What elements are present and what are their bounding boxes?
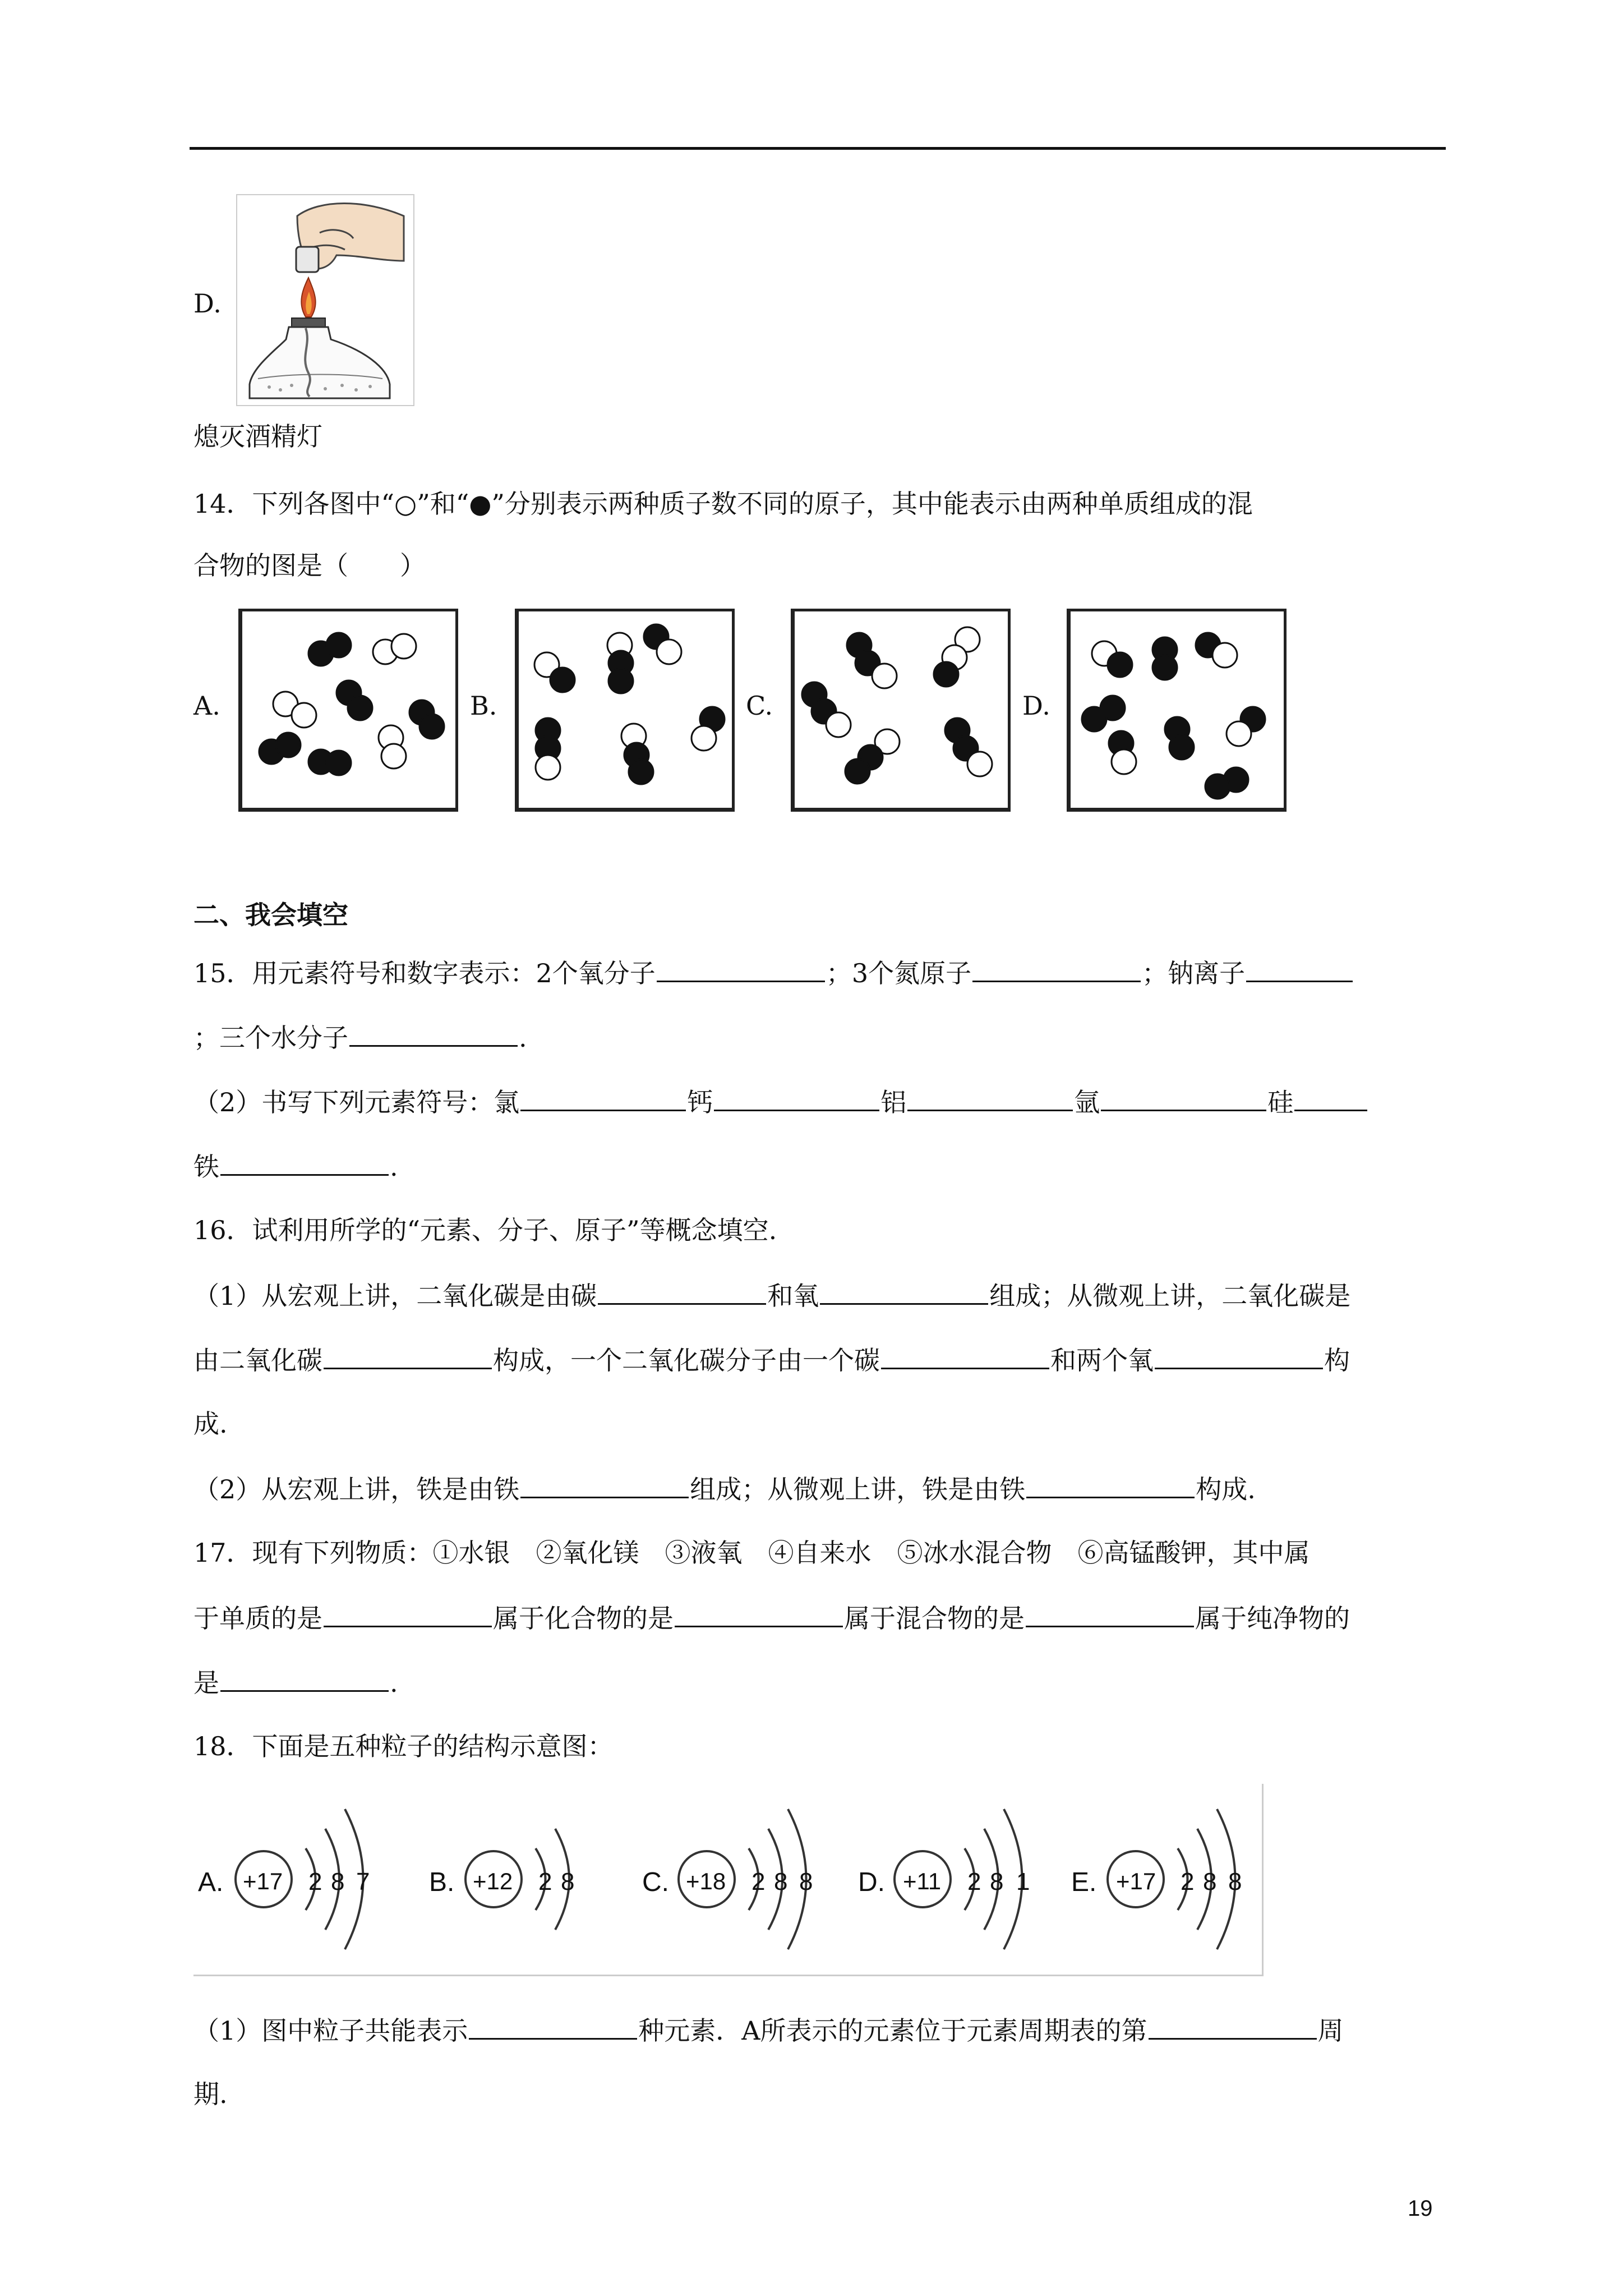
particle-label: D.: [858, 1867, 885, 1897]
q16-blank-oxygen-atom[interactable]: [1155, 1346, 1323, 1369]
shell-2: 8: [774, 1868, 788, 1895]
shell-3: 1: [1016, 1868, 1030, 1895]
particle-d: [858, 1784, 1066, 1975]
molecule-diagram-a: [238, 609, 458, 812]
q16-blank-co2-molecule[interactable]: [324, 1346, 492, 1369]
header-rule: [190, 147, 1446, 150]
q15-blank-calcium[interactable]: [714, 1088, 879, 1111]
shell-1: 2: [967, 1868, 981, 1895]
q15-line4: 铁 .: [193, 1152, 398, 1182]
shell-3: 8: [799, 1868, 813, 1895]
q15-blank-chlorine[interactable]: [520, 1088, 686, 1111]
q14-option-a-label: A.: [193, 691, 220, 721]
molecule-diagram-b: [515, 609, 735, 812]
q17-blank-compounds[interactable]: [675, 1604, 843, 1627]
q18-blank-period[interactable]: [1149, 2017, 1317, 2040]
q14-option-c-label: C.: [746, 691, 773, 721]
particle-label: B.: [429, 1867, 455, 1897]
q16-line5: （2）从宏观上讲，铁是由铁 组成；从微观上讲，铁是由铁 构成.: [193, 1474, 1256, 1504]
q17-line3: 是 .: [193, 1668, 398, 1698]
q16-line4: 成.: [193, 1409, 228, 1439]
q14-stem-line2: 合物的图是（ ）: [193, 550, 426, 581]
shell-2: 8: [990, 1868, 1004, 1895]
q18-blank-element-count[interactable]: [469, 2017, 637, 2040]
q17-line2: 于单质的是 属于化合物的是 属于混合物的是 属于纯净物的: [193, 1603, 1350, 1634]
alcohol-lamp-image: [236, 194, 415, 407]
q17-blank-mixtures[interactable]: [1026, 1604, 1194, 1627]
particle-structure-diagram: [193, 1784, 1264, 1976]
particle-label: A.: [198, 1867, 224, 1897]
q15-blank-aluminum[interactable]: [907, 1088, 1073, 1111]
q15-blank-iron[interactable]: [220, 1153, 389, 1176]
q18-sub1-line2: 期.: [193, 2079, 228, 2109]
q13-option-d-label: D.: [193, 288, 222, 319]
molecule-diagram-c: [791, 609, 1011, 812]
q15-line3: （2）书写下列元素符号：氯 钙 铝 氩 硅: [193, 1088, 1368, 1115]
q15-line2: ；三个水分子 .: [193, 1023, 527, 1053]
q14-option-b-label: B.: [470, 691, 497, 721]
particle-b: [429, 1784, 608, 1975]
particle-label: C.: [642, 1867, 669, 1897]
shell-2: 8: [1203, 1868, 1217, 1895]
particle-e: [1071, 1784, 1262, 1975]
q16-blank-carbon-atom[interactable]: [881, 1346, 1049, 1369]
q16-blank-oxygen-element[interactable]: [820, 1282, 988, 1305]
shell-2: 8: [331, 1868, 345, 1895]
nucleus-charge: +12: [473, 1868, 513, 1894]
nucleus-charge: +17: [1116, 1868, 1156, 1894]
page-number: 19: [1408, 2196, 1433, 2221]
nucleus-charge: +18: [686, 1868, 726, 1894]
q17-blank-elements[interactable]: [324, 1604, 492, 1627]
q13-option-d-caption: 熄灭酒精灯: [193, 421, 322, 452]
q15-blank-oxygen[interactable]: [657, 959, 825, 982]
particle-c: [642, 1784, 850, 1975]
q14-stem-line1: 14．下列各图中“○”和“●”分别表示两种质子数不同的原子，其中能表示由两种单质组成的混: [193, 489, 1253, 519]
nucleus-charge: +11: [903, 1868, 942, 1894]
q18-line1: 18．下面是五种粒子的结构示意图：: [193, 1731, 614, 1761]
shell-3: 8: [1228, 1868, 1242, 1895]
q15-blank-sodium-ion[interactable]: [1246, 959, 1353, 982]
q15-blank-nitrogen[interactable]: [972, 959, 1141, 982]
section-heading: 二、我会填空: [193, 900, 348, 930]
particle-a: [193, 1784, 395, 1975]
shell-1: 2: [308, 1868, 322, 1895]
q16-line3: 由二氧化碳 构成，一个二氧化碳分子由一个碳 和两个氧 构: [193, 1345, 1350, 1375]
shell-1: 2: [751, 1868, 766, 1895]
q16-line1: 16．试利用所学的“元素、分子、原子”等概念填空.: [193, 1215, 777, 1245]
particle-label: E.: [1071, 1867, 1097, 1897]
shell-1: 2: [1181, 1868, 1195, 1895]
nucleus-charge: +17: [243, 1868, 283, 1894]
q16-blank-iron-element[interactable]: [520, 1475, 689, 1498]
shell-3: 7: [356, 1868, 370, 1895]
q14-option-d-label: D.: [1022, 691, 1050, 721]
q18-sub1-line1: （1）图中粒子共能表示 种元素．A所表示的元素位于元素周期表的第 周: [193, 2016, 1344, 2046]
q15-blank-silicon[interactable]: [1294, 1088, 1367, 1111]
shell-1: 2: [538, 1868, 552, 1895]
q16-line2: （1）从宏观上讲，二氧化碳是由碳 和氧 组成；从微观上讲，二氧化碳是: [193, 1281, 1351, 1311]
q15-line1: 15．用元素符号和数字表示：2个氧分子 ；3个氮原子 ；钠离子: [193, 959, 1354, 986]
q15-blank-water[interactable]: [349, 1024, 518, 1047]
q16-blank-carbon-element[interactable]: [598, 1282, 766, 1305]
q17-line1: 17．现有下列物质：①水银 ②氧化镁 ③液氧 ④自来水 ⑤冰水混合物 ⑥高锰酸钾，其中属: [193, 1538, 1310, 1568]
q16-blank-iron-atom[interactable]: [1026, 1475, 1195, 1498]
molecule-diagram-d: [1067, 609, 1287, 812]
q17-blank-pure-substances[interactable]: [220, 1669, 389, 1692]
q15-blank-argon[interactable]: [1101, 1088, 1266, 1111]
shell-2: 8: [561, 1868, 575, 1895]
